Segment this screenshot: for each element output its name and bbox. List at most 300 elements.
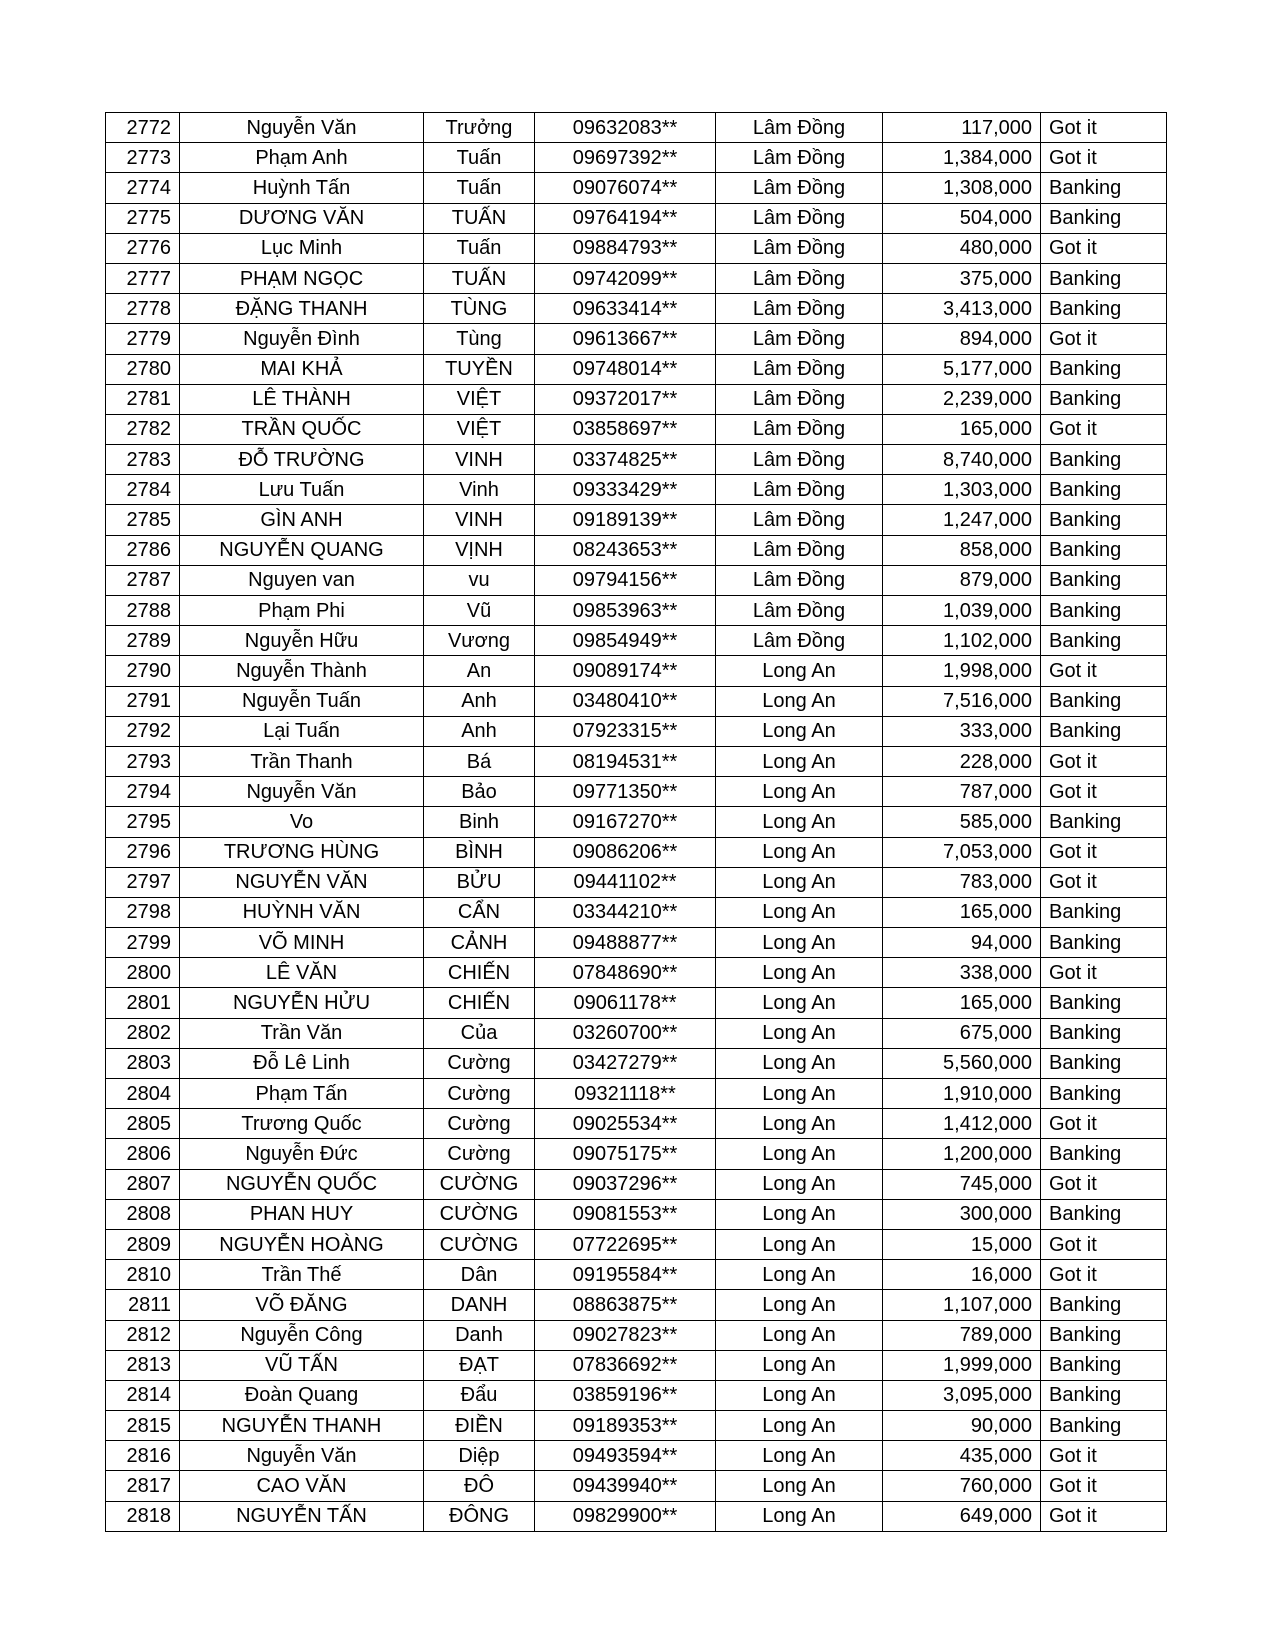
phone-cell: 07836692**: [535, 1350, 716, 1380]
phone-cell: 07722695**: [535, 1229, 716, 1259]
given-name-cell: Trưởng: [424, 113, 535, 143]
province-cell: Long An: [716, 1380, 883, 1410]
family-name-cell: Nguyễn Đức: [180, 1139, 424, 1169]
table-row: [106, 656, 1167, 686]
family-name-cell: Đỗ Lê Linh: [180, 1048, 424, 1078]
family-name-cell: LÊ VĂN: [180, 958, 424, 988]
given-name-cell: ĐẠT: [424, 1350, 535, 1380]
row-number-cell: 2795: [106, 807, 180, 837]
family-name-cell: ĐẶNG THANH: [180, 294, 424, 324]
row-number-cell: 2787: [106, 565, 180, 595]
phone-cell: 08194531**: [535, 746, 716, 776]
row-number-cell: 2814: [106, 1380, 180, 1410]
amount-cell: 228,000: [883, 746, 1041, 776]
row-number-cell: 2788: [106, 596, 180, 626]
given-name-cell: TÙNG: [424, 294, 535, 324]
table-row: [106, 626, 1167, 656]
given-name-cell: BỬU: [424, 867, 535, 897]
payment-method-cell: Got it: [1041, 143, 1167, 173]
payment-method-cell: Banking: [1041, 1290, 1167, 1320]
table-row: [106, 354, 1167, 384]
family-name-cell: Nguyễn Tuấn: [180, 686, 424, 716]
row-number-cell: 2773: [106, 143, 180, 173]
family-name-cell: Trương Quốc: [180, 1109, 424, 1139]
table-row: [106, 1411, 1167, 1441]
row-number-cell: 2818: [106, 1501, 180, 1531]
province-cell: Long An: [716, 746, 883, 776]
province-cell: Long An: [716, 716, 883, 746]
province-cell: Long An: [716, 867, 883, 897]
phone-cell: 09081553**: [535, 1199, 716, 1229]
phone-cell: 08243653**: [535, 535, 716, 565]
phone-cell: 09167270**: [535, 807, 716, 837]
amount-cell: 504,000: [883, 203, 1041, 233]
table-row: [106, 414, 1167, 444]
payment-method-cell: Got it: [1041, 867, 1167, 897]
phone-cell: 09076074**: [535, 173, 716, 203]
amount-cell: 117,000: [883, 113, 1041, 143]
phone-cell: 09025534**: [535, 1109, 716, 1139]
phone-cell: 07923315**: [535, 716, 716, 746]
amount-cell: 7,053,000: [883, 837, 1041, 867]
table-row: [106, 958, 1167, 988]
row-number-cell: 2801: [106, 988, 180, 1018]
given-name-cell: Vương: [424, 626, 535, 656]
family-name-cell: Phạm Anh: [180, 143, 424, 173]
amount-cell: 333,000: [883, 716, 1041, 746]
table-row: [106, 1169, 1167, 1199]
given-name-cell: VỊNH: [424, 535, 535, 565]
payment-method-cell: Got it: [1041, 414, 1167, 444]
given-name-cell: Cường: [424, 1139, 535, 1169]
table-row: [106, 807, 1167, 837]
amount-cell: 649,000: [883, 1501, 1041, 1531]
row-number-cell: 2775: [106, 203, 180, 233]
table-row: [106, 1471, 1167, 1501]
table-row: [106, 716, 1167, 746]
given-name-cell: Cường: [424, 1048, 535, 1078]
table-row: [106, 113, 1167, 143]
table-row: [106, 535, 1167, 565]
phone-cell: 09089174**: [535, 656, 716, 686]
table-row: [106, 1199, 1167, 1229]
table-row: [106, 324, 1167, 354]
province-cell: Lâm Đồng: [716, 203, 883, 233]
table-row: [106, 1048, 1167, 1078]
amount-cell: 1,039,000: [883, 596, 1041, 626]
row-number-cell: 2784: [106, 475, 180, 505]
table-row: [106, 143, 1167, 173]
payment-method-cell: Got it: [1041, 1229, 1167, 1259]
row-number-cell: 2791: [106, 686, 180, 716]
amount-cell: 1,308,000: [883, 173, 1041, 203]
given-name-cell: CẢNH: [424, 928, 535, 958]
given-name-cell: ĐÔ: [424, 1471, 535, 1501]
amount-cell: 94,000: [883, 928, 1041, 958]
phone-cell: 09333429**: [535, 475, 716, 505]
province-cell: Long An: [716, 1501, 883, 1531]
province-cell: Long An: [716, 807, 883, 837]
amount-cell: 15,000: [883, 1229, 1041, 1259]
amount-cell: 16,000: [883, 1260, 1041, 1290]
province-cell: Lâm Đồng: [716, 384, 883, 414]
amount-cell: 789,000: [883, 1320, 1041, 1350]
table-row: [106, 475, 1167, 505]
province-cell: Long An: [716, 1109, 883, 1139]
table-row: [106, 1320, 1167, 1350]
phone-cell: 09764194**: [535, 203, 716, 233]
phone-cell: 09493594**: [535, 1441, 716, 1471]
family-name-cell: Nguyen van: [180, 565, 424, 595]
row-number-cell: 2816: [106, 1441, 180, 1471]
payment-method-cell: Banking: [1041, 535, 1167, 565]
province-cell: Long An: [716, 1260, 883, 1290]
table-body: [106, 113, 1167, 1532]
amount-cell: 858,000: [883, 535, 1041, 565]
given-name-cell: ĐIỀN: [424, 1411, 535, 1441]
row-number-cell: 2783: [106, 445, 180, 475]
amount-cell: 1,107,000: [883, 1290, 1041, 1320]
table-row: [106, 837, 1167, 867]
family-name-cell: TRẦN QUỐC: [180, 414, 424, 444]
table-row: [106, 505, 1167, 535]
family-name-cell: Nguyễn Hữu: [180, 626, 424, 656]
given-name-cell: CƯỜNG: [424, 1229, 535, 1259]
payment-method-cell: Banking: [1041, 1048, 1167, 1078]
province-cell: Long An: [716, 1169, 883, 1199]
given-name-cell: Dân: [424, 1260, 535, 1290]
payment-method-cell: Banking: [1041, 173, 1167, 203]
table-row: [106, 565, 1167, 595]
family-name-cell: Trần Thanh: [180, 746, 424, 776]
province-cell: Long An: [716, 988, 883, 1018]
phone-cell: 08863875**: [535, 1290, 716, 1320]
given-name-cell: Tuấn: [424, 143, 535, 173]
row-number-cell: 2785: [106, 505, 180, 535]
given-name-cell: CƯỜNG: [424, 1199, 535, 1229]
row-number-cell: 2813: [106, 1350, 180, 1380]
family-name-cell: NGUYỄN QUANG: [180, 535, 424, 565]
row-number-cell: 2786: [106, 535, 180, 565]
family-name-cell: TRƯƠNG HÙNG: [180, 837, 424, 867]
winners-table: [105, 112, 1167, 1532]
phone-cell: 09189353**: [535, 1411, 716, 1441]
phone-cell: 09742099**: [535, 263, 716, 293]
amount-cell: 435,000: [883, 1441, 1041, 1471]
given-name-cell: VINH: [424, 505, 535, 535]
payment-method-cell: Banking: [1041, 1320, 1167, 1350]
province-cell: Lâm Đồng: [716, 505, 883, 535]
phone-cell: 09697392**: [535, 143, 716, 173]
payment-method-cell: Banking: [1041, 897, 1167, 927]
given-name-cell: BÌNH: [424, 837, 535, 867]
amount-cell: 879,000: [883, 565, 1041, 595]
amount-cell: 7,516,000: [883, 686, 1041, 716]
row-number-cell: 2782: [106, 414, 180, 444]
province-cell: Lâm Đồng: [716, 113, 883, 143]
row-number-cell: 2806: [106, 1139, 180, 1169]
amount-cell: 375,000: [883, 263, 1041, 293]
phone-cell: 09853963**: [535, 596, 716, 626]
row-number-cell: 2798: [106, 897, 180, 927]
table-row: [106, 1441, 1167, 1471]
row-number-cell: 2779: [106, 324, 180, 354]
given-name-cell: Anh: [424, 686, 535, 716]
phone-cell: 03427279**: [535, 1048, 716, 1078]
family-name-cell: NGUYỄN THANH: [180, 1411, 424, 1441]
phone-cell: 09321118**: [535, 1079, 716, 1109]
province-cell: Lâm Đồng: [716, 324, 883, 354]
amount-cell: 1,910,000: [883, 1079, 1041, 1109]
given-name-cell: Tuấn: [424, 173, 535, 203]
phone-cell: 09441102**: [535, 867, 716, 897]
amount-cell: 787,000: [883, 777, 1041, 807]
payment-method-cell: Got it: [1041, 746, 1167, 776]
given-name-cell: DANH: [424, 1290, 535, 1320]
amount-cell: 1,303,000: [883, 475, 1041, 505]
family-name-cell: Nguyễn Văn: [180, 1441, 424, 1471]
phone-cell: 03344210**: [535, 897, 716, 927]
amount-cell: 2,239,000: [883, 384, 1041, 414]
phone-cell: 09748014**: [535, 354, 716, 384]
province-cell: Long An: [716, 837, 883, 867]
family-name-cell: PHAN HUY: [180, 1199, 424, 1229]
amount-cell: 760,000: [883, 1471, 1041, 1501]
given-name-cell: CƯỜNG: [424, 1169, 535, 1199]
amount-cell: 1,384,000: [883, 143, 1041, 173]
given-name-cell: Vinh: [424, 475, 535, 505]
province-cell: Long An: [716, 958, 883, 988]
family-name-cell: Đoàn Quang: [180, 1380, 424, 1410]
table-row: [106, 777, 1167, 807]
family-name-cell: Nguyễn Đình: [180, 324, 424, 354]
payment-method-cell: Banking: [1041, 294, 1167, 324]
phone-cell: 09488877**: [535, 928, 716, 958]
family-name-cell: Phạm Tấn: [180, 1079, 424, 1109]
given-name-cell: vu: [424, 565, 535, 595]
given-name-cell: Tùng: [424, 324, 535, 354]
province-cell: Lâm Đồng: [716, 143, 883, 173]
province-cell: Long An: [716, 1048, 883, 1078]
amount-cell: 3,095,000: [883, 1380, 1041, 1410]
amount-cell: 675,000: [883, 1018, 1041, 1048]
row-number-cell: 2772: [106, 113, 180, 143]
table-row: [106, 263, 1167, 293]
phone-cell: 09613667**: [535, 324, 716, 354]
row-number-cell: 2811: [106, 1290, 180, 1320]
row-number-cell: 2776: [106, 233, 180, 263]
table-row: [106, 1290, 1167, 1320]
payment-method-cell: Got it: [1041, 1260, 1167, 1290]
family-name-cell: NGUYỄN TẤN: [180, 1501, 424, 1531]
phone-cell: 09195584**: [535, 1260, 716, 1290]
row-number-cell: 2817: [106, 1471, 180, 1501]
province-cell: Long An: [716, 1411, 883, 1441]
given-name-cell: Danh: [424, 1320, 535, 1350]
phone-cell: 09884793**: [535, 233, 716, 263]
table-row: [106, 596, 1167, 626]
amount-cell: 1,998,000: [883, 656, 1041, 686]
row-number-cell: 2809: [106, 1229, 180, 1259]
payment-method-cell: Banking: [1041, 686, 1167, 716]
payment-method-cell: Got it: [1041, 1471, 1167, 1501]
row-number-cell: 2793: [106, 746, 180, 776]
family-name-cell: NGUYỄN VĂN: [180, 867, 424, 897]
table-row: [106, 746, 1167, 776]
province-cell: Lâm Đồng: [716, 475, 883, 505]
given-name-cell: CẨN: [424, 897, 535, 927]
amount-cell: 1,412,000: [883, 1109, 1041, 1139]
payment-method-cell: Banking: [1041, 1350, 1167, 1380]
family-name-cell: NGUYỄN HOÀNG: [180, 1229, 424, 1259]
payment-method-cell: Got it: [1041, 324, 1167, 354]
payment-method-cell: Banking: [1041, 1411, 1167, 1441]
table-row: [106, 1018, 1167, 1048]
phone-cell: 09061178**: [535, 988, 716, 1018]
province-cell: Lâm Đồng: [716, 173, 883, 203]
given-name-cell: TUẤN: [424, 203, 535, 233]
row-number-cell: 2812: [106, 1320, 180, 1350]
amount-cell: 1,999,000: [883, 1350, 1041, 1380]
payment-method-cell: Banking: [1041, 1199, 1167, 1229]
phone-cell: 09794156**: [535, 565, 716, 595]
table-row: [106, 1229, 1167, 1259]
amount-cell: 300,000: [883, 1199, 1041, 1229]
family-name-cell: MAI KHẢ: [180, 354, 424, 384]
table-row: [106, 1350, 1167, 1380]
amount-cell: 894,000: [883, 324, 1041, 354]
payment-method-cell: Banking: [1041, 263, 1167, 293]
table-row: [106, 233, 1167, 263]
phone-cell: 03859196**: [535, 1380, 716, 1410]
row-number-cell: 2807: [106, 1169, 180, 1199]
payment-method-cell: Banking: [1041, 475, 1167, 505]
province-cell: Long An: [716, 1471, 883, 1501]
phone-cell: 03480410**: [535, 686, 716, 716]
table-row: [106, 1079, 1167, 1109]
province-cell: Long An: [716, 1199, 883, 1229]
family-name-cell: Lục Minh: [180, 233, 424, 263]
given-name-cell: VIỆT: [424, 384, 535, 414]
given-name-cell: Của: [424, 1018, 535, 1048]
table-row: [106, 897, 1167, 927]
family-name-cell: Nguyễn Công: [180, 1320, 424, 1350]
amount-cell: 5,560,000: [883, 1048, 1041, 1078]
phone-cell: 09829900**: [535, 1501, 716, 1531]
province-cell: Lâm Đồng: [716, 414, 883, 444]
amount-cell: 165,000: [883, 988, 1041, 1018]
family-name-cell: Vo: [180, 807, 424, 837]
given-name-cell: Bá: [424, 746, 535, 776]
province-cell: Long An: [716, 1441, 883, 1471]
province-cell: Long An: [716, 1320, 883, 1350]
row-number-cell: 2781: [106, 384, 180, 414]
family-name-cell: Nguyễn Văn: [180, 113, 424, 143]
province-cell: Long An: [716, 1139, 883, 1169]
phone-cell: 09027823**: [535, 1320, 716, 1350]
given-name-cell: Tuấn: [424, 233, 535, 263]
given-name-cell: VIỆT: [424, 414, 535, 444]
payment-method-cell: Banking: [1041, 565, 1167, 595]
family-name-cell: Phạm Phi: [180, 596, 424, 626]
table-row: [106, 1260, 1167, 1290]
payment-method-cell: Banking: [1041, 626, 1167, 656]
given-name-cell: Anh: [424, 716, 535, 746]
amount-cell: 480,000: [883, 233, 1041, 263]
family-name-cell: ĐỖ TRƯỜNG: [180, 445, 424, 475]
payment-method-cell: Banking: [1041, 203, 1167, 233]
table-row: [106, 867, 1167, 897]
phone-cell: 09632083**: [535, 113, 716, 143]
phone-cell: 09189139**: [535, 505, 716, 535]
phone-cell: 09075175**: [535, 1139, 716, 1169]
phone-cell: 03858697**: [535, 414, 716, 444]
phone-cell: 09854949**: [535, 626, 716, 656]
phone-cell: 09439940**: [535, 1471, 716, 1501]
family-name-cell: NGUYỄN HỬU: [180, 988, 424, 1018]
table-row: [106, 1380, 1167, 1410]
province-cell: Long An: [716, 1018, 883, 1048]
row-number-cell: 2800: [106, 958, 180, 988]
family-name-cell: HUỲNH VĂN: [180, 897, 424, 927]
row-number-cell: 2804: [106, 1079, 180, 1109]
family-name-cell: LÊ THÀNH: [180, 384, 424, 414]
province-cell: Long An: [716, 656, 883, 686]
payment-method-cell: Got it: [1041, 1501, 1167, 1531]
given-name-cell: Cường: [424, 1109, 535, 1139]
amount-cell: 90,000: [883, 1411, 1041, 1441]
province-cell: Lâm Đồng: [716, 626, 883, 656]
amount-cell: 1,200,000: [883, 1139, 1041, 1169]
province-cell: Lâm Đồng: [716, 596, 883, 626]
family-name-cell: VÕ MINH: [180, 928, 424, 958]
family-name-cell: NGUYỄN QUỐC: [180, 1169, 424, 1199]
table-row: [106, 1501, 1167, 1531]
row-number-cell: 2778: [106, 294, 180, 324]
table-row: [106, 173, 1167, 203]
given-name-cell: Diệp: [424, 1441, 535, 1471]
payment-method-cell: Got it: [1041, 777, 1167, 807]
table-row: [106, 445, 1167, 475]
payment-method-cell: Got it: [1041, 837, 1167, 867]
family-name-cell: Nguyễn Thành: [180, 656, 424, 686]
province-cell: Lâm Đồng: [716, 565, 883, 595]
payment-method-cell: Banking: [1041, 596, 1167, 626]
payment-method-cell: Banking: [1041, 928, 1167, 958]
family-name-cell: Nguyễn Văn: [180, 777, 424, 807]
amount-cell: 585,000: [883, 807, 1041, 837]
table-row: [106, 294, 1167, 324]
given-name-cell: Bảo: [424, 777, 535, 807]
payment-method-cell: Banking: [1041, 354, 1167, 384]
province-cell: Lâm Đồng: [716, 263, 883, 293]
province-cell: Lâm Đồng: [716, 354, 883, 384]
phone-cell: 03260700**: [535, 1018, 716, 1048]
amount-cell: 783,000: [883, 867, 1041, 897]
phone-cell: 09086206**: [535, 837, 716, 867]
payment-method-cell: Got it: [1041, 958, 1167, 988]
amount-cell: 5,177,000: [883, 354, 1041, 384]
row-number-cell: 2777: [106, 263, 180, 293]
row-number-cell: 2774: [106, 173, 180, 203]
payment-method-cell: Banking: [1041, 445, 1167, 475]
amount-cell: 1,247,000: [883, 505, 1041, 535]
family-name-cell: Trần Văn: [180, 1018, 424, 1048]
row-number-cell: 2789: [106, 626, 180, 656]
table-row: [106, 384, 1167, 414]
payment-method-cell: Banking: [1041, 807, 1167, 837]
row-number-cell: 2803: [106, 1048, 180, 1078]
